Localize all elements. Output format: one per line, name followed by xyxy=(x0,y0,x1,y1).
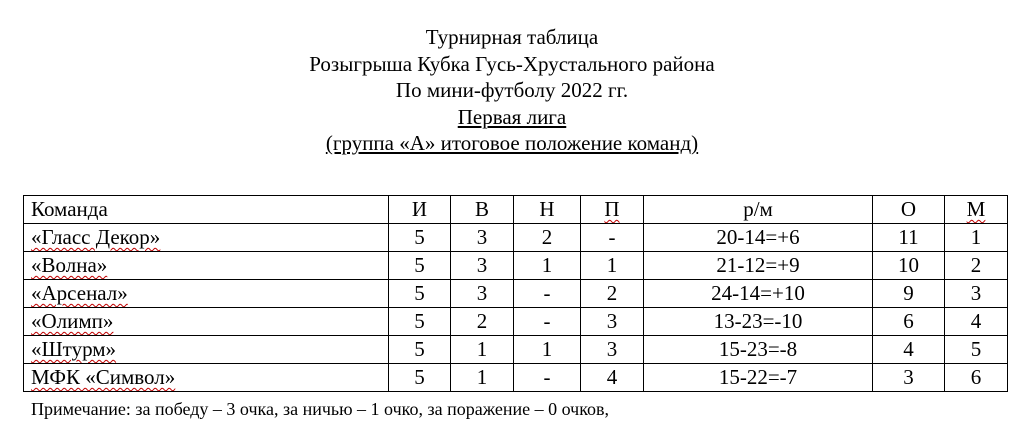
team-cell: «Олимп» xyxy=(24,308,389,336)
games-cell: 5 xyxy=(389,280,451,308)
table-row xyxy=(24,224,1008,252)
heading-group: (группа «А» итоговое положение команд) xyxy=(325,131,699,155)
wins-cell: 2 xyxy=(451,308,514,336)
place-cell: 4 xyxy=(945,308,1008,336)
header-place: М xyxy=(945,196,1008,224)
table-row xyxy=(24,336,1008,364)
goals-cell: 13-23=-10 xyxy=(644,308,873,336)
scoring-note: Примечание: за победу – 3 очка, за ничью – 1 очко, за поражение – 0 очков, xyxy=(31,399,610,419)
team-cell: «Штурм» xyxy=(24,336,389,364)
games-cell: 5 xyxy=(389,308,451,336)
heading-title: Турнирная таблица xyxy=(425,25,599,49)
games-cell: 5 xyxy=(389,364,451,392)
wins-cell: 3 xyxy=(451,280,514,308)
team-cell: МФК «Символ» xyxy=(24,364,389,392)
header-points: О xyxy=(873,196,945,224)
games-cell: 5 xyxy=(389,252,451,280)
heading-sport-year: По мини-футболу 2022 гг. xyxy=(395,78,629,102)
place-cell: 5 xyxy=(945,336,1008,364)
place-cell: 3 xyxy=(945,280,1008,308)
team-cell: «Гласс Декор» xyxy=(24,224,389,252)
losses-cell: 1 xyxy=(581,252,644,280)
draws-cell: - xyxy=(514,364,581,392)
points-cell: 3 xyxy=(873,364,945,392)
points-cell: 9 xyxy=(873,280,945,308)
draws-cell: 1 xyxy=(514,336,581,364)
wins-cell: 1 xyxy=(451,364,514,392)
points-cell: 6 xyxy=(873,308,945,336)
wins-cell: 3 xyxy=(451,252,514,280)
header-team: Команда xyxy=(24,196,389,224)
document-heading xyxy=(0,24,1024,157)
standings-table xyxy=(23,195,1008,392)
team-cell: «Арсенал» xyxy=(24,280,389,308)
losses-cell: 2 xyxy=(581,280,644,308)
place-cell: 6 xyxy=(945,364,1008,392)
draws-cell: - xyxy=(514,308,581,336)
table-header-row xyxy=(24,196,1008,224)
draws-cell: 2 xyxy=(514,224,581,252)
goals-cell: 20-14=+6 xyxy=(644,224,873,252)
draws-cell: - xyxy=(514,280,581,308)
losses-cell: - xyxy=(581,224,644,252)
place-cell: 1 xyxy=(945,224,1008,252)
draws-cell: 1 xyxy=(514,252,581,280)
team-cell: «Волна» xyxy=(24,252,389,280)
goals-cell: 15-22=-7 xyxy=(644,364,873,392)
table-row xyxy=(24,364,1008,392)
points-cell: 10 xyxy=(873,252,945,280)
losses-cell: 3 xyxy=(581,336,644,364)
goals-cell: 21-12=+9 xyxy=(644,252,873,280)
table-row xyxy=(24,280,1008,308)
games-cell: 5 xyxy=(389,336,451,364)
table-row xyxy=(24,308,1008,336)
header-draws: Н xyxy=(514,196,581,224)
heading-cup-name: Розыгрыша Кубка Гусь-Хрустального района xyxy=(309,51,715,76)
heading-league: Первая лига xyxy=(457,104,567,129)
table-row xyxy=(24,252,1008,280)
wins-cell: 1 xyxy=(451,336,514,364)
header-losses: П xyxy=(581,196,644,224)
wins-cell: 3 xyxy=(451,224,514,252)
header-games: И xyxy=(389,196,451,224)
goals-cell: 24-14=+10 xyxy=(644,280,873,308)
goals-cell: 15-23=-8 xyxy=(644,336,873,364)
games-cell: 5 xyxy=(389,224,451,252)
losses-cell: 3 xyxy=(581,308,644,336)
place-cell: 2 xyxy=(945,252,1008,280)
header-goals: р/м xyxy=(644,196,873,224)
points-cell: 11 xyxy=(873,224,945,252)
header-wins: В xyxy=(451,196,514,224)
losses-cell: 4 xyxy=(581,364,644,392)
points-cell: 4 xyxy=(873,336,945,364)
